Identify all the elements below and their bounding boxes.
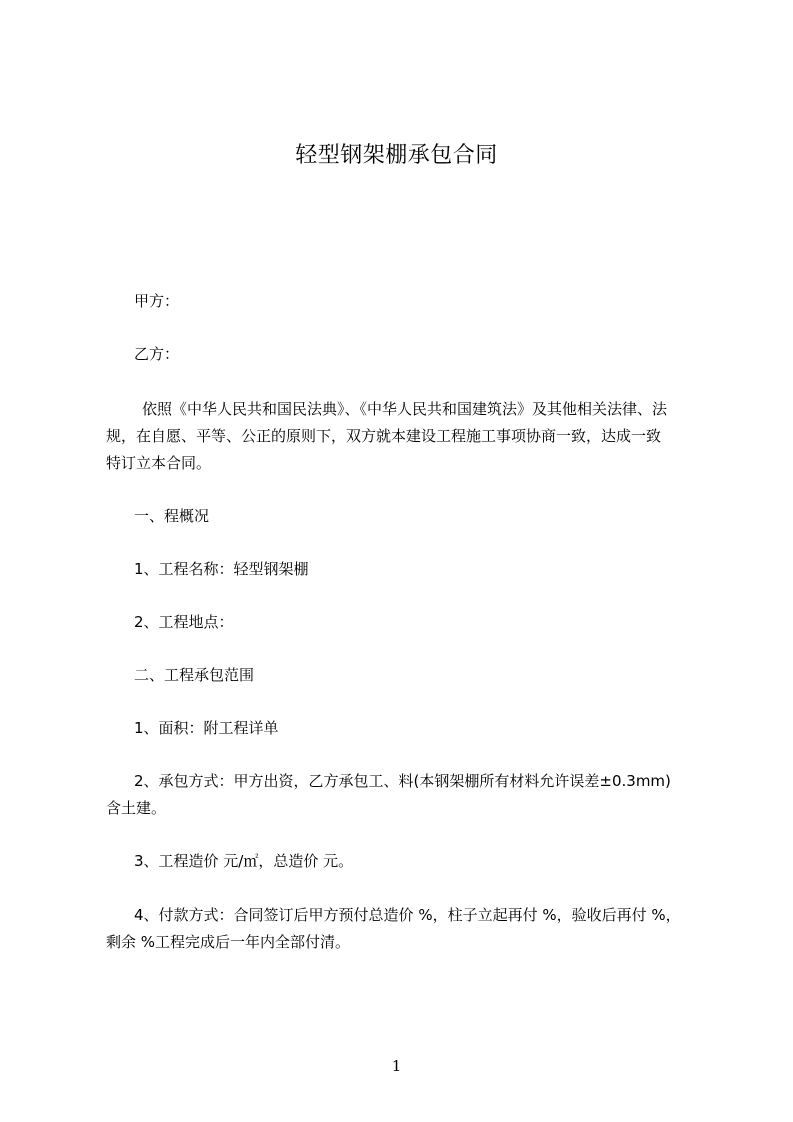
page-title: 轻型钢架棚承包合同 bbox=[295, 143, 498, 168]
item-payment-line-1: 4、付款方式：合同签订后甲方预付总造价 %，柱子立起再付 %，验收后再付 %， bbox=[134, 906, 681, 924]
item-project-cost: 3、工程造价 元/㎡，总造价 元。 bbox=[134, 852, 354, 870]
preamble-line-1: 依照《中华人民共和国民法典》、《中华人民共和国建筑法》及其他相关法律、法 bbox=[142, 400, 668, 418]
section-2-heading: 二、工程承包范围 bbox=[134, 666, 255, 684]
page-number: 1 bbox=[391, 1057, 402, 1075]
party-b-label: 乙方： bbox=[134, 345, 180, 363]
item-project-name: 1、工程名称：轻型钢架棚 bbox=[134, 560, 309, 578]
section-1-heading: 一、程概况 bbox=[134, 507, 210, 525]
item-payment-line-2: 剩余 %工程完成后一年内全部付清。 bbox=[106, 933, 351, 951]
item-project-location: 2、工程地点： bbox=[134, 613, 234, 631]
item-contract-mode-line-2: 含土建。 bbox=[106, 799, 167, 817]
item-contract-mode-line-1: 2、承包方式：甲方出资，乙方承包工、料(本钢架棚所有材料允许误差±0.3mm) bbox=[134, 772, 671, 790]
preamble-line-3: 特订立本合同。 bbox=[106, 454, 212, 472]
item-area: 1、面积：附工程详单 bbox=[134, 719, 279, 737]
preamble-line-2: 规，在自愿、平等、公正的原则下，双方就本建设工程施工事项协商一致，达成一致 bbox=[106, 427, 662, 445]
party-a-label: 甲方： bbox=[134, 292, 180, 310]
